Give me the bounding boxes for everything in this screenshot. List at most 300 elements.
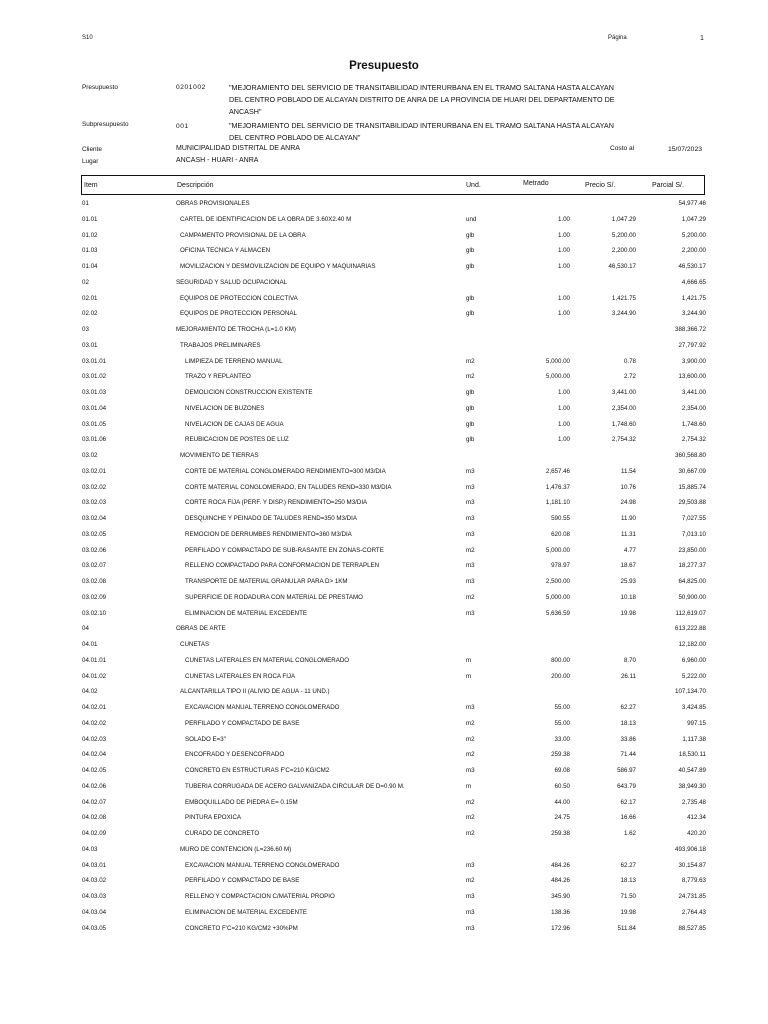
row-precio: 18.67 [620, 562, 636, 570]
row-item-code: 04.02.05 [82, 767, 107, 774]
table-row [0, 718, 768, 734]
row-item-code: 01.03 [82, 247, 98, 255]
row-unit: und [466, 215, 477, 223]
row-item-code: 04.02.09 [82, 830, 107, 837]
row-metrado: 1.00 [557, 263, 570, 270]
row-parcial: 18,530.11 [678, 751, 706, 759]
row-unit: m3 [466, 515, 475, 522]
row-parcial: 2,735.48 [681, 798, 706, 806]
presupuesto-description [229, 82, 639, 118]
row-unit: m3 [466, 908, 475, 916]
table-row [0, 844, 768, 860]
row-metrado: 2,657.46 [545, 467, 570, 475]
row-parcial: 7,013.10 [681, 530, 706, 538]
table-row [0, 450, 768, 466]
lugar-label: Lugar [82, 158, 99, 165]
row-description: RELLENO Y COMPACTACION C/MATERIAL PROPIO [185, 893, 335, 900]
row-unit: m2 [466, 357, 475, 365]
row-parcial: 2,200.00 [681, 247, 706, 255]
table-row [0, 608, 768, 624]
row-unit: glb [466, 247, 475, 255]
row-description: MEJORAMIENTO DE TROCHA (L=1.0 KM) [176, 326, 296, 333]
row-description: CUNETAS LATERALES EN ROCA FIJA [185, 672, 296, 680]
row-item-code: 03.02.05 [82, 530, 107, 538]
row-precio: 2.72 [623, 373, 636, 381]
row-parcial: 3,441.00 [681, 389, 706, 396]
row-item-code: 04.03.05 [82, 924, 107, 932]
subpresupuesto-line: "MEJORAMIENTO DEL SERVICIO DE TRANSITABILIDAD INTERURBANA EN EL TRAMO SALTANA HASTA ALCAYAN [229, 121, 614, 130]
row-unit: glb [466, 404, 475, 412]
row-precio: 3,244.90 [611, 310, 636, 318]
table-row [0, 655, 768, 671]
row-description: SEGURIDAD Y SALUD OCUPACIONAL [176, 278, 288, 286]
row-precio: 11.90 [620, 515, 636, 522]
cliente-label: Cliente [82, 146, 102, 153]
row-parcial: 412.34 [687, 814, 706, 822]
row-parcial: 3,900.00 [681, 357, 706, 365]
row-metrado: 259.38 [551, 751, 570, 759]
row-unit: glb [466, 420, 475, 428]
row-unit: m3 [466, 861, 475, 869]
table-row [0, 734, 768, 750]
row-item-code: 03.02.10 [82, 609, 107, 617]
row-description: ELIMINACION DE MATERIAL EXCEDENTE [185, 908, 308, 916]
row-item-code: 01.04 [82, 263, 98, 270]
column-metrado: Metrado [523, 180, 549, 187]
row-item-code: 03.02.09 [82, 593, 107, 601]
row-unit: m2 [466, 877, 475, 885]
subpresupuesto-label: Subpresupuesto [82, 121, 129, 128]
row-parcial: 24,731.85 [678, 893, 706, 900]
row-parcial: 2,354.00 [681, 404, 706, 412]
row-metrado: 1.00 [557, 215, 570, 223]
row-unit: m2 [466, 830, 475, 837]
table-row [0, 749, 768, 765]
row-description: OFICINA TECNICA Y ALMACEN [180, 247, 271, 255]
row-description: SOLADO E=3" [185, 735, 226, 743]
row-precio: 2,754.32 [611, 436, 636, 444]
presupuesto-code: 0201002 [176, 84, 206, 91]
table-row [0, 576, 768, 592]
row-parcial: 388,366.72 [675, 326, 706, 333]
row-item-code: 01.02 [82, 231, 98, 239]
row-metrado: 5,000.00 [545, 357, 570, 365]
row-description: CURADO DE CONCRETO [185, 830, 260, 837]
row-description: SUPERFICIE DE RODADURA CON MATERIAL DE PRESTAMO [185, 593, 363, 601]
row-metrado: 60.50 [554, 782, 570, 790]
row-parcial: 3,244.90 [681, 310, 706, 318]
row-parcial: 50,900.00 [678, 593, 706, 601]
row-metrado: 1.00 [557, 420, 570, 428]
row-parcial: 18,277.37 [678, 562, 706, 570]
row-precio: 71.50 [620, 893, 636, 900]
presupuesto-line: ANCASH" [229, 107, 262, 116]
row-parcial: 3,424.85 [681, 704, 706, 711]
table-row [0, 592, 768, 608]
column-descripcion: Descripción [177, 182, 214, 189]
row-precio: 18.13 [620, 877, 636, 885]
row-unit: m3 [466, 499, 475, 507]
row-item-code: 01.01 [82, 215, 98, 223]
row-unit: m2 [466, 735, 475, 743]
subpresupuesto-code: 001 [176, 123, 189, 130]
row-item-code: 03.02.07 [82, 562, 107, 570]
row-parcial: 2,754.32 [681, 436, 706, 444]
row-parcial: 64,825.00 [678, 578, 706, 585]
row-parcial: 38,949.30 [678, 782, 706, 790]
row-item-code: 03.01.03 [82, 389, 107, 396]
row-unit: m2 [466, 373, 475, 381]
row-parcial: 112,619.07 [675, 609, 706, 617]
row-item-code: 04.02.04 [82, 751, 107, 759]
row-item-code: 03.02.04 [82, 515, 107, 522]
row-item-code: 03.01.06 [82, 436, 107, 444]
row-precio: 586.97 [617, 767, 636, 774]
row-metrado: 800.00 [551, 656, 570, 664]
row-item-code: 03.01 [82, 341, 98, 349]
row-item-code: 03.02.01 [82, 467, 107, 475]
row-item-code: 04.02.03 [82, 735, 107, 743]
row-unit: glb [466, 294, 475, 302]
row-parcial: 23,850.00 [678, 546, 706, 554]
row-item-code: 04.02.07 [82, 798, 107, 806]
row-description: EMBOQUILLADO DE PIEDRA E= 0.15M [185, 798, 298, 806]
table-row [0, 529, 768, 545]
table-row [0, 860, 768, 876]
row-metrado: 1.00 [557, 436, 570, 444]
row-metrado: 590.55 [551, 515, 570, 522]
row-unit: m3 [466, 530, 475, 538]
row-precio: 46,530.17 [608, 263, 636, 270]
row-item-code: 01 [82, 200, 89, 207]
row-item-code: 03.01.02 [82, 373, 107, 381]
subpresupuesto-line: DEL CENTRO POBLADO DE ALCAYAN" [229, 133, 361, 142]
table-row [0, 419, 768, 435]
row-description: DEMOLICION CONSTRUCCION EXISTENTE [185, 389, 313, 396]
column-item: Item [84, 182, 98, 189]
row-unit: m3 [466, 704, 475, 711]
row-precio: 33.86 [620, 735, 636, 743]
row-precio: 62.17 [620, 798, 636, 806]
row-parcial: 4,666.65 [681, 278, 706, 286]
row-metrado: 1,476.37 [545, 483, 570, 491]
table-row [0, 686, 768, 702]
table-row [0, 387, 768, 403]
row-metrado: 1.00 [557, 294, 570, 302]
row-metrado: 69.08 [554, 767, 570, 774]
row-unit: m [466, 782, 472, 790]
row-description: PERFILADO Y COMPACTADO DE BASE [185, 719, 300, 727]
row-description: EQUIPOS DE PROTECCION COLECTIVA [180, 294, 298, 302]
column-und: Und. [466, 182, 481, 189]
row-description: CAMPAMENTO PROVISIONAL DE LA OBRA [180, 231, 306, 239]
row-parcial: 1,748.60 [681, 420, 706, 428]
table-row [0, 797, 768, 813]
row-parcial: 40,547.89 [678, 767, 706, 774]
table-row [0, 907, 768, 923]
row-description: TRABAJOS PRELIMINARES [180, 341, 261, 349]
row-item-code: 04.03.03 [82, 893, 107, 900]
row-item-code: 03.02.03 [82, 499, 107, 507]
row-metrado: 1.00 [557, 404, 570, 412]
presupuesto-label: Presupuesto [82, 84, 118, 91]
row-unit: m3 [466, 924, 475, 932]
row-parcial: 46,530.17 [678, 263, 706, 270]
table-row [0, 230, 768, 246]
row-parcial: 1,047.29 [681, 215, 706, 223]
row-item-code: 03.02.02 [82, 483, 107, 491]
column-precio: Precio S/. [585, 182, 616, 189]
row-unit: m2 [466, 814, 475, 822]
row-precio: 4.77 [623, 546, 636, 554]
row-unit: m2 [466, 546, 475, 554]
row-metrado: 200.00 [551, 672, 570, 680]
row-parcial: 997.15 [687, 719, 706, 727]
row-description: TUBERIA CORRUGADA DE ACERO GALVANIZADA CIRCULAR DE D=0.90 M. [185, 782, 405, 790]
cliente-value: MUNICIPALIDAD DISTRITAL DE ANRA [176, 145, 300, 152]
row-item-code: 04.03 [82, 845, 98, 853]
row-description: REMOCION DE DERRUMBES RENDIMIENTO=360 M3/DIA [185, 530, 352, 538]
row-parcial: 5,222.00 [681, 672, 706, 680]
row-parcial: 30,154.87 [678, 861, 706, 869]
row-unit: glb [466, 310, 475, 318]
row-metrado: 1.00 [557, 310, 570, 318]
row-parcial: 1,421.75 [681, 294, 706, 302]
table-row [0, 923, 768, 939]
row-parcial: 15,885.74 [678, 483, 706, 491]
row-description: NIVELACION DE CAJAS DE AGUA [185, 420, 284, 428]
row-description: ELIMINACION DE MATERIAL EXCEDENTE [185, 609, 308, 617]
table-row [0, 513, 768, 529]
table-row [0, 765, 768, 781]
row-precio: 10.18 [620, 593, 636, 601]
costo-date: 15/07/2023 [668, 146, 703, 153]
row-metrado: 1.00 [557, 247, 570, 255]
row-metrado: 484.26 [551, 861, 570, 869]
row-description: TRANSPORTE DE MATERIAL GRANULAR PARA D> 1KM [185, 578, 348, 585]
table-row [0, 702, 768, 718]
row-unit: m2 [466, 751, 475, 759]
row-unit: m3 [466, 578, 475, 585]
row-metrado: 1,181.10 [545, 499, 570, 507]
row-unit: glb [466, 436, 475, 444]
row-precio: 26.11 [620, 672, 636, 680]
row-item-code: 03 [82, 326, 89, 333]
row-description: CUNETAS LATERALES EN MATERIAL CONGLOMERADO [185, 656, 350, 664]
row-description: ENCOFRADO Y DESENCOFRADO [185, 751, 285, 759]
row-precio: 1,047.29 [611, 215, 636, 223]
table-row [0, 482, 768, 498]
row-description: TRAZO Y REPLANTEO [185, 373, 251, 381]
presupuesto-line: DEL CENTRO POBLADO DE ALCAYAN DISTRITO DE ANRA DE LA PROVINCIA DE HUARI DEL DEPARTAMENTO DE [229, 95, 615, 104]
table-row [0, 497, 768, 513]
row-metrado: 345.90 [551, 893, 570, 900]
row-parcial: 8,779.63 [681, 877, 706, 885]
row-parcial: 493,906.18 [675, 845, 706, 853]
row-metrado: 2,500.00 [545, 578, 570, 585]
row-unit: m2 [466, 719, 475, 727]
table-row [0, 356, 768, 372]
row-metrado: 1.00 [557, 389, 570, 396]
row-unit: m [466, 656, 472, 664]
row-item-code: 04.01 [82, 641, 98, 648]
row-unit: glb [466, 263, 475, 270]
row-description: CUNETAS [180, 641, 210, 648]
row-unit: m [466, 672, 472, 680]
row-unit: glb [466, 231, 475, 239]
row-item-code: 04.02.06 [82, 782, 107, 790]
row-metrado: 1.00 [557, 231, 570, 239]
row-precio: 643.79 [617, 782, 636, 790]
table-row [0, 434, 768, 450]
table-row [0, 277, 768, 293]
costo-label: Costo al [610, 145, 635, 152]
row-description: CONCRETO F'C=210 KG/CM2 +30%PM [185, 924, 298, 932]
row-description: NIVELACION DE BUZONES [185, 404, 265, 412]
row-metrado: 172.96 [551, 924, 570, 932]
table-row [0, 545, 768, 561]
table-row [0, 403, 768, 419]
row-item-code: 04.03.04 [82, 908, 107, 916]
row-precio: 11.31 [620, 530, 636, 538]
row-parcial: 6,960.00 [681, 656, 706, 664]
page-label: Página [608, 35, 627, 41]
row-unit: m3 [466, 467, 475, 475]
row-item-code: 04.02 [82, 688, 98, 696]
row-description: CORTE MATERIAL CONGLOMERADO, EN TALUDES REND=330 M3/DIA [185, 483, 392, 491]
row-precio: 5,200.00 [611, 231, 636, 239]
table-row [0, 891, 768, 907]
row-description: MOVIMIENTO DE TIERRAS [180, 452, 259, 459]
table-row [0, 466, 768, 482]
row-unit: m3 [466, 609, 475, 617]
row-metrado: 55.00 [554, 704, 570, 711]
row-item-code: 02.02 [82, 310, 98, 318]
row-parcial: 1,117.38 [682, 735, 706, 743]
table-row [0, 623, 768, 639]
row-description: OBRAS DE ARTE [176, 625, 226, 633]
row-metrado: 24.75 [554, 814, 570, 822]
row-description: CONCRETO EN ESTRUCTURAS F'C=210 KG/CM2 [185, 767, 330, 774]
row-parcial: 54,977.46 [678, 200, 706, 207]
row-unit: m2 [466, 593, 475, 601]
row-unit: m2 [466, 798, 475, 806]
row-description: ALCANTARILLA TIPO II (ALIVIO DE AGUA - 11 UND.) [180, 688, 330, 696]
row-precio: 25.93 [620, 578, 636, 585]
row-description: PERFILADO Y COMPACTADO DE SUB-RASANTE EN ZONAS-CORTE [185, 546, 384, 554]
row-precio: 62.27 [620, 861, 636, 869]
table-row [0, 828, 768, 844]
row-precio: 2,354.00 [611, 404, 636, 412]
table-row [0, 293, 768, 309]
row-parcial: 29,503.88 [678, 499, 706, 507]
row-precio: 19.98 [620, 908, 636, 916]
row-metrado: 5,000.00 [545, 593, 570, 601]
row-description: EXCAVACION MANUAL TERRENO CONGLOMERADO [185, 861, 340, 869]
table-row [0, 639, 768, 655]
table-row [0, 812, 768, 828]
row-unit: m3 [466, 767, 475, 774]
row-precio: 19.98 [620, 609, 636, 617]
row-precio: 1,748.60 [611, 420, 636, 428]
row-metrado: 484.26 [551, 877, 570, 885]
row-precio: 511.84 [617, 924, 636, 932]
row-precio: 62.27 [620, 704, 636, 711]
row-unit: m3 [466, 562, 475, 570]
row-description: DESQUINCHE Y PEINADO DE TALUDES REND=350 M3/DIA [185, 515, 357, 522]
row-item-code: 03.02 [82, 452, 98, 459]
row-metrado: 5,000.00 [545, 373, 570, 381]
table-row [0, 198, 768, 214]
row-parcial: 13,600.00 [678, 373, 706, 381]
table-row [0, 371, 768, 387]
row-metrado: 44.00 [554, 798, 570, 806]
table-row [0, 261, 768, 277]
table-row [0, 308, 768, 324]
row-parcial: 12,182.00 [678, 641, 706, 648]
table-row [0, 781, 768, 797]
row-item-code: 03.01.05 [82, 420, 107, 428]
row-item-code: 04.02.08 [82, 814, 107, 822]
row-item-code: 04.02.01 [82, 704, 107, 711]
row-precio: 2,200.00 [611, 247, 636, 255]
row-parcial: 5,200.00 [681, 231, 706, 239]
page-number: 1 [700, 35, 704, 42]
row-metrado: 620.08 [551, 530, 570, 538]
row-description: MOVILIZACION Y DESMOVILIZACION DE EQUIPO Y MAQUINARIAS [180, 263, 376, 270]
row-description: LIMPIEZA DE TERRENO MANUAL [185, 357, 283, 365]
table-row [0, 560, 768, 576]
row-parcial: 613,222.88 [675, 625, 706, 633]
row-precio: 8.70 [623, 656, 636, 664]
lugar-value: ANCASH - HUARI - ANRA [176, 157, 259, 164]
row-item-code: 04.03.02 [82, 877, 107, 885]
row-parcial: 2,764.43 [681, 908, 706, 916]
row-item-code: 03.01.04 [82, 404, 107, 412]
row-description: RELLENO COMPACTADO PARA CONFORMACION DE TERRAPLEN [185, 562, 380, 570]
row-item-code: 04 [82, 625, 89, 633]
row-parcial: 88,527.85 [678, 924, 706, 932]
row-description: MURO DE CONTENCION (L=236.60 M) [180, 845, 292, 853]
row-description: CORTE DE MATERIAL CONGLOMERADO RENDIMIENTO=300 M3/DIA [185, 467, 386, 475]
row-item-code: 02 [82, 278, 89, 286]
presupuesto-line: "MEJORAMIENTO DEL SERVICIO DE TRANSITABILIDAD INTERURBANA EN EL TRAMO SALTANA HASTA ALCAYAN [229, 83, 614, 92]
row-precio: 24.98 [620, 499, 636, 507]
row-precio: 1.62 [623, 830, 636, 837]
row-item-code: 04.02.02 [82, 719, 107, 727]
row-parcial: 107,134.70 [675, 688, 706, 696]
software-code: S10 [82, 35, 93, 41]
table-row [0, 324, 768, 340]
row-metrado: 978.97 [551, 562, 570, 570]
row-precio: 0.78 [623, 357, 636, 365]
row-item-code: 03.01.01 [82, 357, 107, 365]
row-unit: m3 [466, 893, 475, 900]
row-item-code: 03.02.06 [82, 546, 107, 554]
row-description: CARTEL DE IDENTIFICACION DE LA OBRA DE 3.60X2.40 M [180, 215, 352, 223]
row-parcial: 7,027.55 [681, 515, 706, 522]
row-item-code: 04.03.01 [82, 861, 107, 869]
row-description: PERFILADO Y COMPACTADO DE BASE [185, 877, 300, 885]
row-description: EQUIPOS DE PROTECCION PERSONAL [180, 310, 297, 318]
table-row [0, 340, 768, 356]
row-parcial: 420.20 [687, 830, 706, 837]
row-description: REUBICACION DE POSTES DE LUZ [185, 436, 289, 444]
row-metrado: 55.00 [554, 719, 570, 727]
row-parcial: 27,797.92 [678, 341, 706, 349]
row-item-code: 02.01 [82, 294, 98, 302]
row-metrado: 259.38 [551, 830, 570, 837]
